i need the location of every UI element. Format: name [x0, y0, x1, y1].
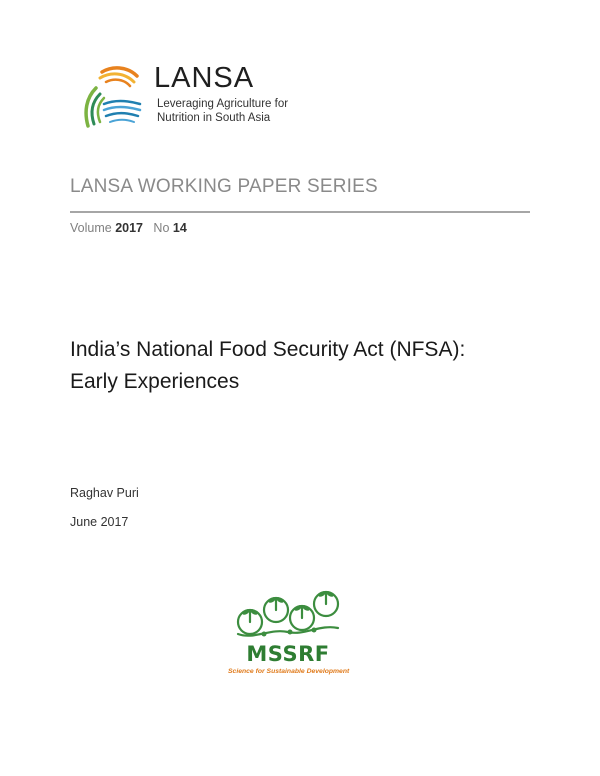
- author-name: Raghav Puri: [70, 486, 139, 500]
- volume-value: 2017: [115, 221, 143, 235]
- series-title: LANSA WORKING PAPER SERIES: [70, 176, 378, 197]
- mssrf-logo-icon: [234, 588, 342, 644]
- mssrf-logo: [228, 588, 348, 686]
- number-value: 14: [172, 221, 187, 235]
- lansa-tagline-line2: Nutrition in South Asia: [157, 112, 271, 124]
- series-divider: [70, 211, 530, 213]
- mssrf-tagline: Science for Sustainable Development: [228, 668, 350, 675]
- number-label: No: [153, 221, 170, 235]
- volume-line: [70, 221, 187, 235]
- lansa-logo-icon: [82, 64, 144, 130]
- lansa-tagline-line1: Leveraging Agriculture for: [157, 98, 289, 110]
- paper-title-line2: Early Experiences: [70, 370, 240, 393]
- mssrf-wordmark: MSSRF: [246, 642, 330, 666]
- volume-label: Volume: [70, 221, 112, 235]
- paper-title-line1: India’s National Food Security Act (NFSA):: [70, 338, 466, 361]
- lansa-logo: [82, 62, 292, 132]
- lansa-wordmark: LANSA: [154, 62, 255, 94]
- publication-date: June 2017: [70, 515, 129, 529]
- paper-title: [70, 334, 540, 398]
- lansa-tagline: [157, 97, 297, 125]
